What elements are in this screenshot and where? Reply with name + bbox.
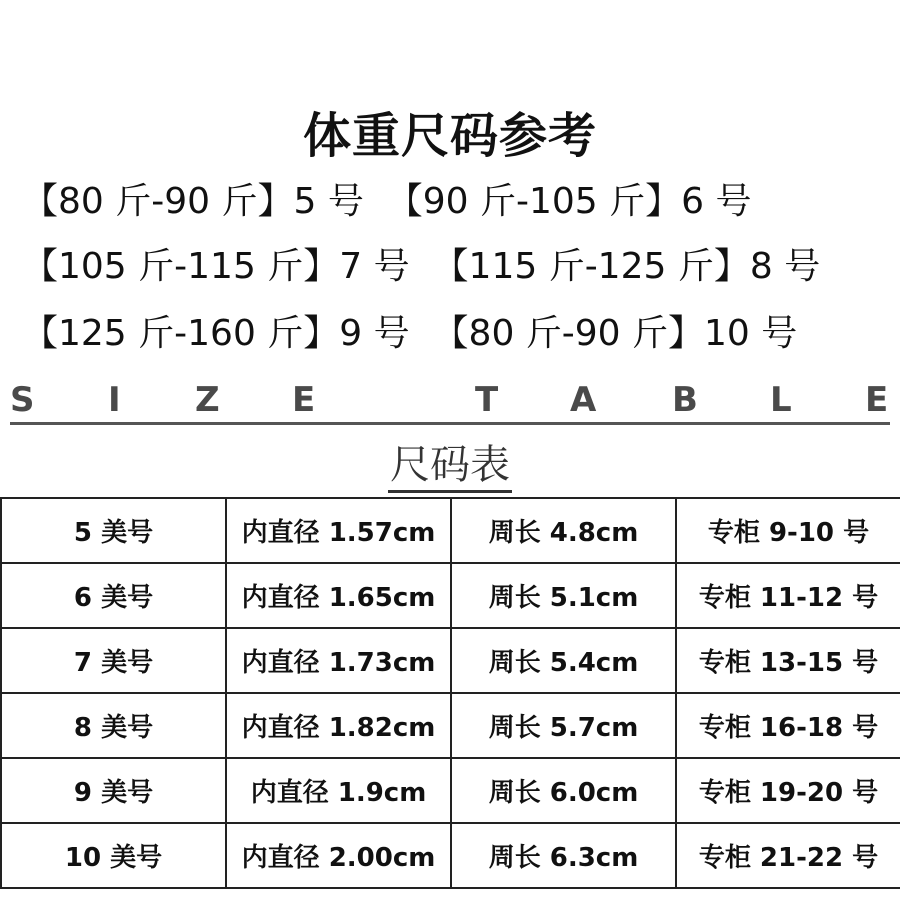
counter-size-cell: 专柜 19-20 号 xyxy=(676,758,900,823)
counter-size-cell: 专柜 13-15 号 xyxy=(676,628,900,693)
inner-diameter-cell: 内直径 2.00cm xyxy=(226,823,451,888)
weight-size-line-2: 【105 斤-115 斤】7 号 【115 斤-125 斤】8 号 xyxy=(22,246,821,287)
counter-size-cell: 专柜 21-22 号 xyxy=(676,823,900,888)
circumference-cell: 周长 4.8cm xyxy=(451,498,676,563)
table-caption xyxy=(0,440,900,493)
circumference-cell: 周长 5.7cm xyxy=(451,693,676,758)
weight-size-line-1: 【80 斤-90 斤】5 号 【90 斤-105 斤】6 号 xyxy=(22,181,752,222)
us-size-cell: 10 美号 xyxy=(1,823,226,888)
page-title: 体重尺码参考 xyxy=(302,108,597,164)
inner-diameter-cell: 内直径 1.82cm xyxy=(226,693,451,758)
inner-diameter-cell: 内直径 1.65cm xyxy=(226,563,451,628)
banner-letter: E xyxy=(865,380,889,420)
table-row xyxy=(1,628,900,693)
circumference-cell: 周长 6.0cm xyxy=(451,758,676,823)
banner-letter: S xyxy=(10,380,35,420)
counter-size-cell: 专柜 9-10 号 xyxy=(676,498,900,563)
table-caption-text: 尺码表 xyxy=(388,440,512,493)
banner-letter: L xyxy=(770,380,792,420)
table-row xyxy=(1,498,900,563)
inner-diameter-cell: 内直径 1.57cm xyxy=(226,498,451,563)
us-size-cell: 8 美号 xyxy=(1,693,226,758)
us-size-cell: 6 美号 xyxy=(1,563,226,628)
circumference-cell: 周长 6.3cm xyxy=(451,823,676,888)
banner-letter: I xyxy=(108,380,121,420)
counter-size-cell: 专柜 11-12 号 xyxy=(676,563,900,628)
size-table-banner xyxy=(10,378,890,425)
us-size-cell: 5 美号 xyxy=(1,498,226,563)
inner-diameter-cell: 内直径 1.73cm xyxy=(226,628,451,693)
circumference-cell: 周长 5.4cm xyxy=(451,628,676,693)
table-row xyxy=(1,563,900,628)
banner-letter: E xyxy=(292,380,316,420)
counter-size-cell: 专柜 16-18 号 xyxy=(676,693,900,758)
banner-letter: B xyxy=(672,380,698,420)
table-row xyxy=(1,823,900,888)
table-row xyxy=(1,693,900,758)
banner-letter: T xyxy=(475,380,499,420)
inner-diameter-cell: 内直径 1.9cm xyxy=(226,758,451,823)
size-table xyxy=(0,497,900,889)
us-size-cell: 9 美号 xyxy=(1,758,226,823)
banner-letter: Z xyxy=(195,380,220,420)
table-row xyxy=(1,758,900,823)
banner-letter: A xyxy=(570,380,597,420)
weight-size-line-3: 【125 斤-160 斤】9 号 【80 斤-90 斤】10 号 xyxy=(22,313,798,354)
circumference-cell: 周长 5.1cm xyxy=(451,563,676,628)
us-size-cell: 7 美号 xyxy=(1,628,226,693)
